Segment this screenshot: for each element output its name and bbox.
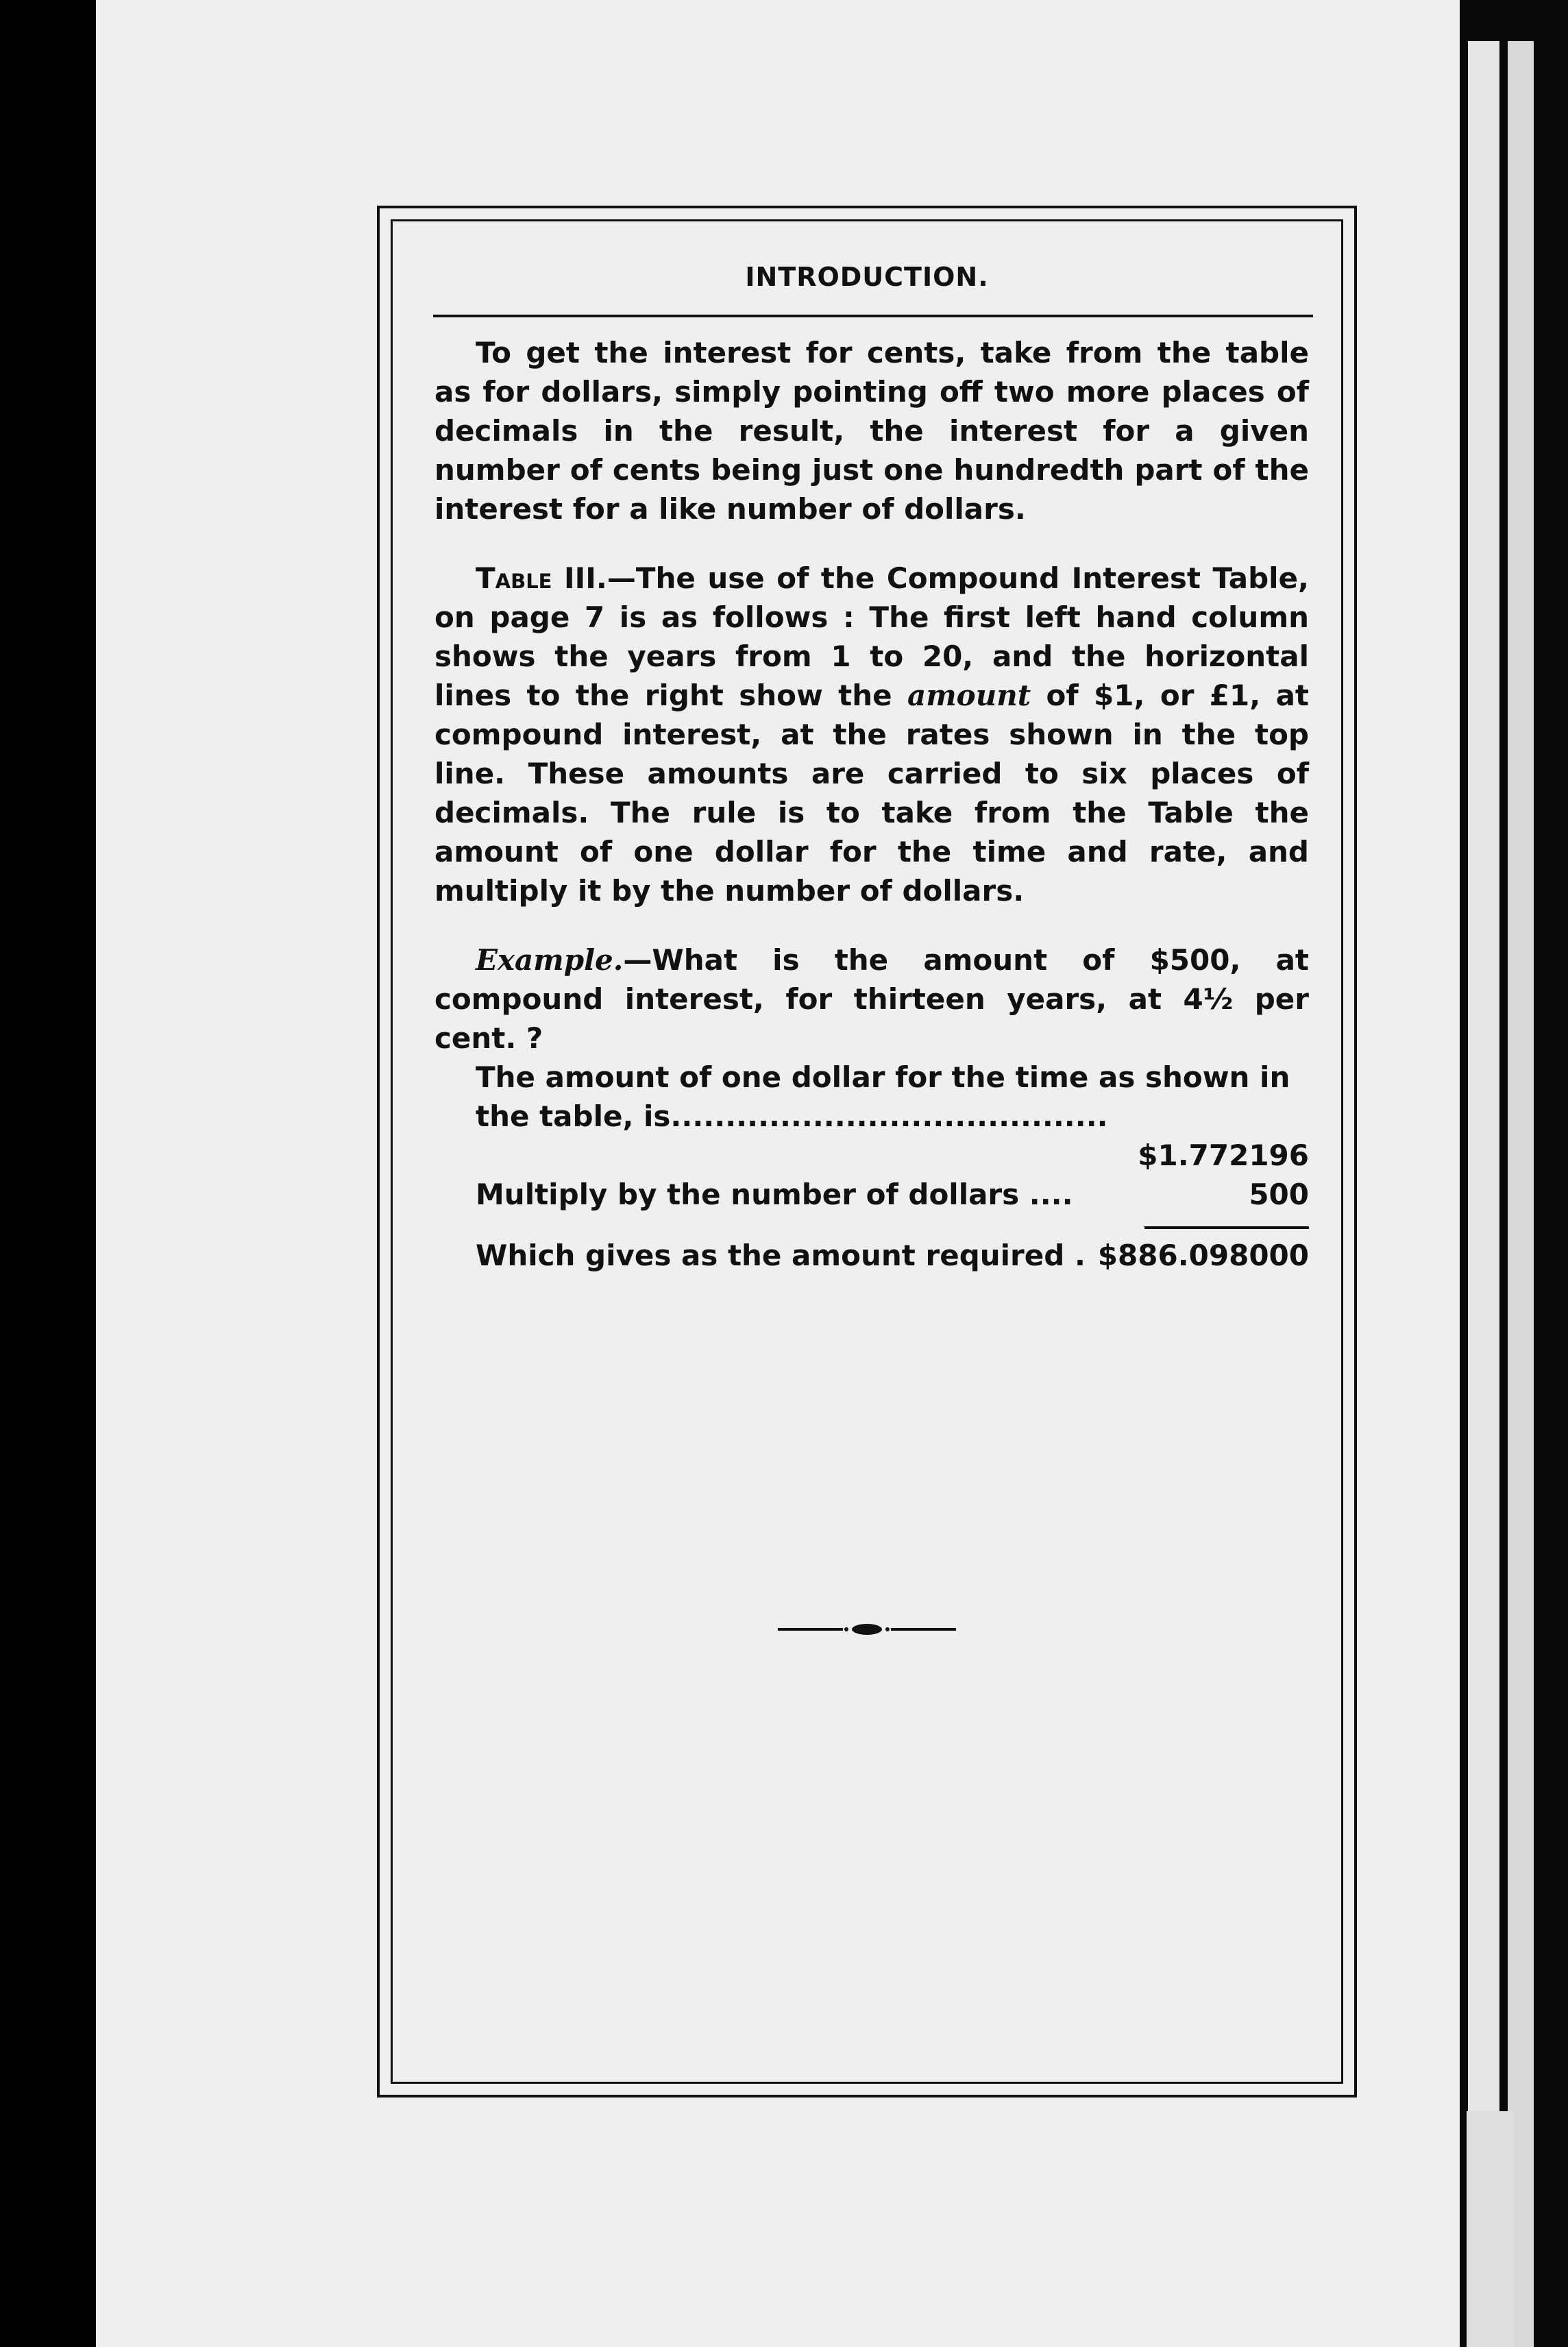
- calc-row-2: [434, 1175, 1309, 1214]
- amount-emphasis: amount: [907, 679, 1031, 712]
- book-binding: [1460, 0, 1568, 2347]
- calc-row-2-label: Multiply by the number of dollars ....: [476, 1178, 1073, 1211]
- text-body: [434, 333, 1309, 1275]
- calc-row-3-label: Which gives as the amount required .: [476, 1239, 1086, 1272]
- example-lead: Example.: [476, 943, 624, 977]
- calc-row-1-value-row: [434, 1136, 1309, 1175]
- calc-row-3: [434, 1236, 1309, 1275]
- calc-row-1-value: $1.772196: [1138, 1139, 1309, 1172]
- calc-row-1-label: The amount of one dollar for the time as shown in the table, is........................................: [476, 1060, 1290, 1133]
- paragraph-cents: To get the interest for cents, take from the table as for dollars, simply pointing off two more places of decimals in the result, the interest for a given number of cents being just one hundredth part of the interest for a like number of dollars.: [434, 336, 1309, 526]
- table-iii-lead: Table III.: [476, 561, 607, 595]
- sum-rule: [1144, 1226, 1309, 1229]
- table-iii-text-b: of $1, or £1, at compound interest, at the rates shown in the top line. These amounts are carried to six places of decimals. The rule is to take from the Table the amount of one dollar for the time and rate, and multiply it by the number of dollars.: [434, 679, 1309, 908]
- page-frame: [377, 206, 1357, 2097]
- table-iii-text-a: —The use of the Compound Interest Table, on page 7 is as follows : The first left hand column shows the years from 1 to 20, and the horizontal lines to the right show the: [434, 561, 1309, 712]
- example-question-text: —What is the amount of $500, at compound interest, for thirteen years, at 4½ per cent. ?: [434, 943, 1309, 1055]
- example-question: [434, 940, 1309, 1058]
- calc-row-1: [434, 1058, 1309, 1136]
- ornament-divider-icon: [380, 1619, 1354, 1640]
- paragraph-table-iii: [434, 559, 1309, 910]
- calc-row-3-value: $886.098000: [1097, 1239, 1309, 1272]
- example-block: [434, 940, 1309, 1275]
- page: [96, 0, 1460, 2347]
- title-rule: [433, 315, 1313, 317]
- calc-row-2-value: 500: [1249, 1178, 1309, 1211]
- page-title: INTRODUCTION.: [745, 262, 989, 292]
